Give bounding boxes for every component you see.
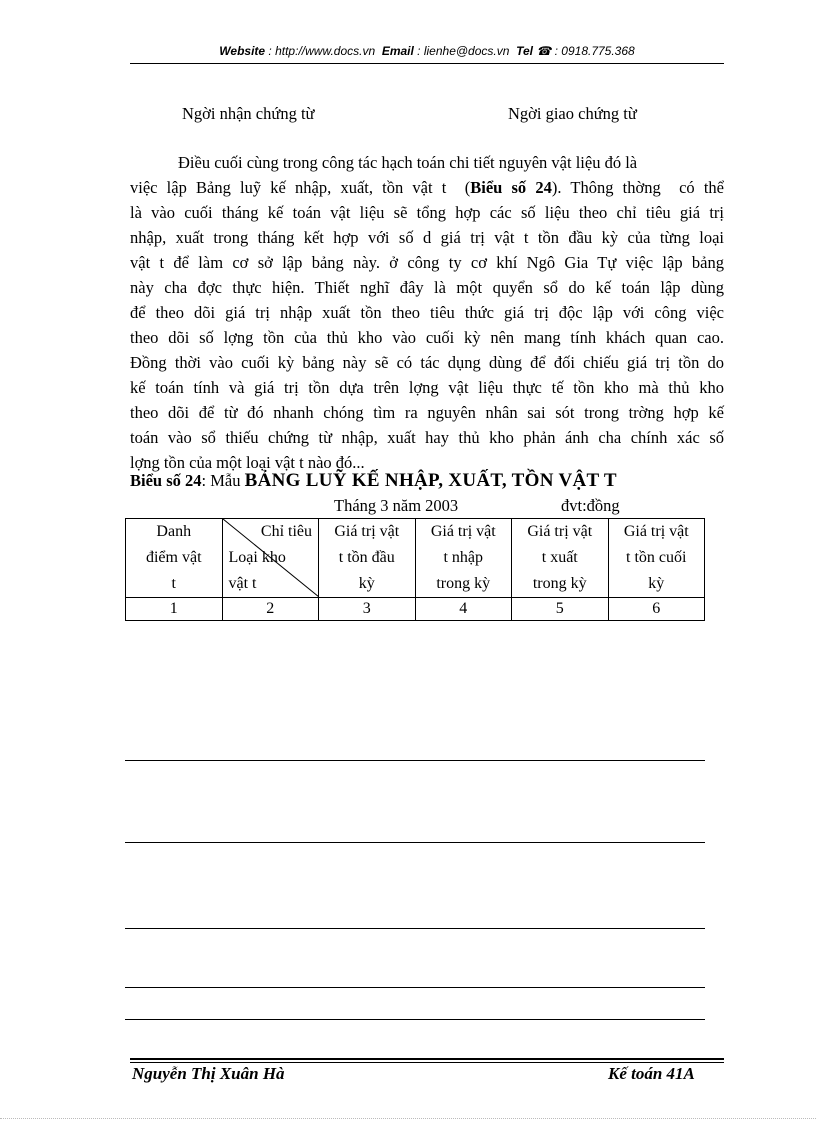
footer-rule-thin (130, 1062, 724, 1063)
website-label: Website (219, 44, 266, 58)
footer-class: Kế toán 41A (608, 1064, 695, 1083)
para-line: vật t để làm cơ sở lập bảng này. ở công ty cơ khí Ngô Gia Tự việc lập bảng (130, 253, 724, 272)
diag-bottom-label-2: vật t (228, 575, 257, 592)
para-line: toán vào sổ thiếu chứng từ nhập, xuất hay thủ kho phản ánh cha chính xác số (130, 428, 724, 447)
caption-label: Biểu số 24 (130, 471, 202, 490)
caption-unit: đvt:đồng (561, 496, 620, 515)
table-header-row (126, 519, 705, 598)
header-rule (130, 63, 724, 64)
col-number: 5 (512, 598, 609, 621)
para-line: theo dõi để từ đó nhanh chóng tìm ra nguyên nhân sai sót trong trờng hợp kế (130, 403, 724, 422)
para-line: kế toán tính và giá trị tồn dựa trên lợng vật liệu thực tế tồn kho mà thủ kho (130, 378, 724, 397)
caption-title: BẢNG LUỸ KẾ NHẬP, XUẤT, TỒN VẬT T (244, 470, 617, 491)
diag-top-label: Chỉ tiêu (260, 523, 312, 540)
header-cell-closing: Giá trị vật t tồn cuối kỳ (608, 519, 705, 598)
blank-rule (125, 987, 705, 988)
footer-author: Nguyễn Thị Xuân Hà (132, 1064, 285, 1083)
caption-month: Tháng 3 năm 2003 (334, 496, 459, 515)
caption-form: : Mẫu (201, 471, 245, 490)
para-line: là vào cuối tháng kế toán vật liệu sẽ tổng hợp các số liệu theo chỉ tiêu giá trị (130, 203, 724, 222)
email-label: Email (381, 44, 414, 58)
col-number: 3 (319, 598, 416, 621)
para-line: để theo dõi giá trị nhập xuất tồn theo tiêu thức giá trị độc lập với công việc (130, 303, 724, 322)
col-number: 4 (415, 598, 512, 621)
header-cell-code: Danh điểm vật t (126, 519, 223, 598)
page-header (130, 44, 724, 58)
website-value: : http://www.docs.vn (268, 44, 376, 58)
tel-value: : 0918.775.368 (554, 44, 635, 58)
blank-rule (125, 1019, 705, 1020)
para-line: Điều cuối cùng trong công tác hạch toán chi tiết nguyên vật liệu đó là (178, 153, 638, 172)
blank-rule (125, 760, 705, 761)
header-cell-diagonal (222, 519, 319, 598)
footer-rule (130, 1058, 724, 1060)
para-line: này cha đợc thực hiện. Thiết nghĩ đây là một quyển sổ do kế toán lập dùng (130, 278, 724, 297)
header-cell-opening: Giá trị vật t tồn đầu kỳ (319, 519, 416, 598)
blank-rule (125, 928, 705, 929)
header-cell-export: Giá trị vật t xuất trong kỳ (512, 519, 609, 598)
diag-bottom-label: Loại kho (228, 549, 286, 566)
para-line: nhập, xuất trong tháng kết hợp với số d giá trị vật t tồn đầu kỳ của từng loại (130, 228, 724, 247)
email-value: : lienhe@docs.vn (417, 44, 510, 58)
para-line: theo dõi số lợng tồn của thủ kho vào cuối kỳ nên mang tính khách quan cao. (130, 328, 724, 347)
diagonal-line (223, 519, 319, 599)
col-number: 2 (222, 598, 319, 621)
phone-icon: ☎ (536, 44, 552, 58)
col-number: 1 (126, 598, 223, 621)
page-bottom-border (0, 1118, 816, 1119)
para-line: việc lập Bảng luỹ kế nhập, xuất, tồn vật t (Biểu số 24). Thông thờng có thể (130, 178, 724, 197)
signature-deliverer: Ngời giao chứng từ (508, 104, 637, 123)
para-line: Đồng thời vào cuối kỳ bảng này sẽ có tác dụng dùng để đối chiếu giá trị tồn do (130, 353, 724, 372)
ledger-table (125, 518, 705, 621)
col-number: 6 (608, 598, 705, 621)
para-line: lợng tồn của một loại vật t nào đó... (130, 453, 365, 472)
blank-rule (125, 842, 705, 843)
table-number-row (126, 598, 705, 621)
header-cell-import: Giá trị vật t nhập trong kỳ (415, 519, 512, 598)
signature-receiver: Ngời nhận chứng từ (182, 104, 315, 123)
table-caption (130, 470, 617, 492)
tel-label: Tel (516, 44, 533, 58)
body-paragraph (130, 150, 724, 475)
